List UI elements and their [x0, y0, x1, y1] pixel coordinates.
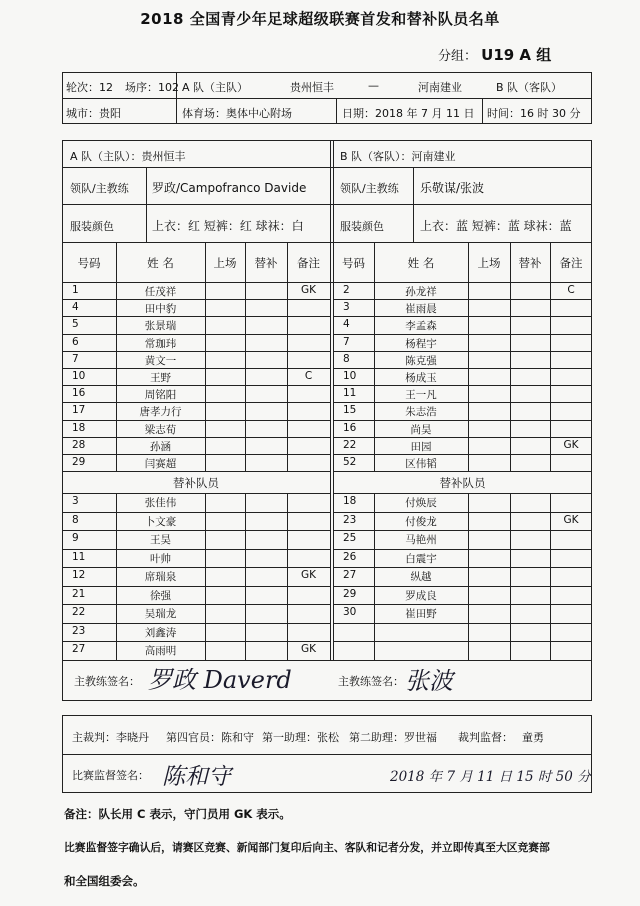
team_b-starters-row — [333, 282, 592, 299]
team-a-kit: 上衣：红 短裤：红 球袜：白 — [152, 219, 304, 233]
team_a-subs-row — [62, 623, 330, 642]
team_b-starters-row — [333, 368, 592, 385]
player-no: 25 — [343, 532, 357, 545]
player-no: 11 — [343, 387, 357, 400]
player-name: 徐强 — [150, 589, 171, 602]
player-no: 28 — [72, 438, 86, 451]
player-no: 15 — [343, 404, 357, 417]
player-name: 罗成良 — [405, 589, 437, 602]
supervisor-sign-time: 2018 年 7 月 11 日 15 时 50 分 — [390, 769, 591, 785]
player-no: 4 — [343, 318, 350, 331]
player-name: 孙涵 — [150, 440, 171, 453]
player-name: 田园 — [410, 440, 432, 453]
team_a-starters-row — [62, 402, 330, 419]
player-no: 6 — [72, 335, 79, 348]
player-no: 18 — [72, 421, 86, 434]
player-name: 田中豹 — [144, 303, 177, 316]
player-name: 刘鑫涛 — [144, 626, 177, 639]
team_b-starters-row — [333, 351, 592, 368]
referee: 主裁判：李晓丹 — [72, 731, 149, 744]
team_a-starters-row — [62, 420, 330, 437]
player-no: 10 — [343, 370, 357, 382]
player-remark: C — [567, 284, 575, 296]
team_a-starters-row — [62, 282, 330, 299]
team-a-tag: A 队（主队） — [182, 81, 249, 94]
player-no: 3 — [343, 301, 350, 314]
team_b-subs-row — [333, 530, 592, 549]
fourth-official: 第四官员：陈和守 — [166, 731, 254, 744]
player-no: 16 — [72, 387, 86, 400]
player-no: 1 — [72, 284, 79, 296]
team_a-header-sub: 替补 — [254, 256, 278, 270]
player-name: 常珈玮 — [144, 337, 177, 350]
city: 城市：贵阳 — [66, 107, 121, 120]
player-no: 22 — [343, 438, 357, 451]
player-no: 3 — [72, 495, 79, 508]
player-no: 11 — [72, 550, 86, 563]
player-name: 陈克强 — [405, 354, 437, 367]
player-no: 17 — [72, 404, 86, 417]
player-name: 席瑞泉 — [144, 571, 177, 584]
team_b-starters-row — [333, 402, 592, 419]
team-b-coach-signature: 张波 — [405, 667, 453, 695]
team-b-coach: 乐敬谋/张波 — [420, 181, 485, 195]
team_a-subs-row — [62, 549, 330, 568]
team_b-subs-row — [333, 623, 592, 642]
player-name: 王昊 — [150, 534, 171, 547]
player-no: 23 — [72, 624, 86, 637]
stadium: 体育场：奥体中心附场 — [182, 107, 292, 120]
player-name: 杨程宇 — [405, 337, 437, 350]
team-b-kit-label: 服装颜色 — [340, 220, 384, 233]
player-no: 27 — [343, 569, 357, 582]
team_b-subs-title: 替补队员 — [439, 476, 486, 491]
player-name: 朱志浩 — [405, 406, 437, 419]
player-name: 吴瑞龙 — [144, 608, 177, 621]
note-distribution: 比赛监督签字确认后，请赛区竞赛、新闻部门复印后向主、客队和记者分发，并立即传真至大区竞赛部 — [64, 841, 550, 854]
team_a-starters-row — [62, 316, 330, 333]
team-b-kit: 上衣：蓝 短裤：蓝 球袜：蓝 — [420, 219, 572, 233]
player-name: 付俊龙 — [405, 515, 437, 528]
team_b-starters-row — [333, 316, 592, 333]
team_a-subs-row — [62, 530, 330, 549]
player-remark: GK — [300, 643, 317, 656]
player-remark: GK — [563, 438, 579, 451]
player-no: 4 — [72, 301, 79, 314]
team_a-header-no: 号码 — [77, 256, 101, 270]
team_a-starters-row — [62, 368, 330, 385]
team_b-starters-row — [333, 385, 592, 402]
team-a-title: A 队（主队）：贵州恒丰 — [70, 150, 186, 163]
team-a-coach: 罗政/Campofranco Davide — [152, 181, 307, 195]
team_a-starters-row — [62, 454, 330, 471]
player-name: 唐孝力行 — [139, 406, 182, 419]
team-b-tag: B 队（客队） — [496, 81, 563, 94]
player-name: 崔田野 — [405, 608, 437, 621]
player-name: 张景瑞 — [144, 320, 177, 333]
team_b-starters-row — [333, 299, 592, 316]
player-name: 白震宇 — [405, 552, 437, 565]
player-name: 叶帅 — [150, 552, 171, 565]
player-no: 8 — [72, 513, 79, 526]
player-no: 8 — [343, 352, 350, 365]
team_b-header-no: 号码 — [342, 256, 365, 270]
team_a-subs-title: 替补队员 — [173, 476, 219, 491]
team_a-header-on: 上场 — [213, 256, 237, 270]
player-name: 任茂祥 — [144, 286, 177, 298]
team_a-starters-row — [62, 299, 330, 316]
team_a-subs-row — [62, 641, 330, 660]
player-remark: C — [304, 370, 313, 382]
player-no: 52 — [343, 456, 357, 468]
team_b-starters-row — [333, 334, 592, 351]
player-name: 王野 — [150, 372, 171, 384]
player-name: 梁志荀 — [144, 423, 177, 436]
player-no: 7 — [343, 335, 350, 348]
team_a-subs-row — [62, 604, 330, 623]
match-time: 时间：16 时 30 分 — [487, 107, 581, 120]
player-name: 闫赛超 — [144, 458, 177, 470]
team_b-header-name: 姓 名 — [407, 256, 435, 270]
player-remark: GK — [300, 569, 317, 582]
player-name: 卜文豪 — [144, 515, 177, 528]
match-no: 场序：102 — [125, 81, 179, 94]
team_b-subs-row — [333, 586, 592, 605]
player-no: 9 — [72, 532, 79, 545]
player-name: 区伟韬 — [405, 458, 437, 470]
round-no: 轮次：12 — [66, 81, 113, 94]
team-b-title: B 队（客队）：河南建业 — [340, 150, 456, 163]
team_a-starters-row — [62, 334, 330, 351]
player-no: 18 — [343, 495, 357, 508]
assistant-2: 第二助理：罗世福 — [349, 731, 437, 744]
team_b-subs-row — [333, 641, 592, 660]
player-no: 22 — [72, 606, 86, 619]
player-no: 21 — [72, 587, 86, 600]
player-name: 尚昊 — [410, 423, 432, 436]
player-name: 高雨明 — [144, 645, 177, 658]
team_b-header-on: 上场 — [477, 256, 501, 270]
team_b-subs-row — [333, 604, 592, 623]
team_b-header-sub: 替补 — [518, 256, 542, 270]
player-no: 5 — [72, 318, 79, 331]
player-no: 16 — [343, 421, 357, 434]
player-no: 29 — [72, 456, 86, 468]
assistant-1: 第一助理：张松 — [262, 731, 339, 744]
team_a-starters-row — [62, 385, 330, 402]
player-name: 马艳州 — [405, 534, 437, 547]
team-a-name: 贵州恒丰 — [290, 81, 334, 94]
player-no: 12 — [72, 569, 86, 582]
supervisor-signature: 陈和守 — [162, 764, 231, 790]
player-name: 张佳伟 — [144, 497, 177, 510]
document-title: 2018 全国青少年足球超级联赛首发和替补队员名单 — [140, 10, 500, 28]
player-name: 纵越 — [410, 571, 432, 584]
team_b-subs-row — [333, 493, 592, 512]
vs-dash: — — [368, 79, 379, 92]
group-label: 分组： — [438, 49, 478, 64]
team_b-subs-row — [333, 567, 592, 586]
team_b-starters-row — [333, 420, 592, 437]
team-a-coach-signature: 罗政 Daverd — [148, 666, 292, 694]
team_a-subs-row — [62, 586, 330, 605]
team_b-starters-row — [333, 454, 592, 471]
team-a-kit-label: 服装颜色 — [70, 220, 114, 233]
player-no: 27 — [72, 643, 86, 656]
team_a-subs-row — [62, 567, 330, 586]
group-value: U19 A 组 — [481, 46, 552, 64]
team-b-name: 河南建业 — [418, 81, 462, 94]
team_a-header-name: 姓 名 — [147, 256, 174, 270]
team-b-sign-label: 主教练签名： — [338, 675, 404, 688]
player-no: 23 — [343, 513, 357, 526]
assessor-name: 童勇 — [522, 731, 544, 744]
player-no: 26 — [343, 550, 357, 563]
player-no: 29 — [343, 587, 357, 600]
team_a-starters-row — [62, 351, 330, 368]
team-b-coach-label: 领队/主教练 — [340, 182, 399, 195]
team_b-starters-row — [333, 437, 592, 454]
team_b-subs-row — [333, 549, 592, 568]
match-date: 日期：2018 年 7 月 11 日 — [342, 107, 475, 120]
team_a-starters-row — [62, 437, 330, 454]
supervisor-sign-label: 比赛监督签名： — [72, 769, 149, 782]
player-no: 30 — [343, 606, 357, 619]
player-name: 王一凡 — [405, 389, 437, 402]
note-legend: 备注：队长用 C 表示，守门员用 GK 表示。 — [64, 807, 291, 821]
team_a-subs-row — [62, 512, 330, 531]
player-remark: GK — [563, 513, 579, 526]
player-name: 杨成玉 — [405, 372, 437, 384]
team-a-sign-label: 主教练签名： — [74, 675, 140, 688]
group-field — [438, 44, 551, 65]
player-remark: GK — [300, 284, 317, 296]
team-a-coach-label: 领队/主教练 — [70, 182, 129, 195]
assessor-label: 裁判监督： — [458, 731, 513, 744]
player-name: 周铭阳 — [144, 389, 177, 402]
player-no: 2 — [343, 284, 350, 296]
team_a-header-remark: 备注 — [297, 256, 320, 270]
player-name: 付焕辰 — [405, 497, 437, 510]
player-no: 7 — [72, 352, 79, 365]
team_a-subs-row — [62, 493, 330, 512]
player-name: 孙龙祥 — [405, 286, 437, 298]
player-no: 10 — [72, 370, 86, 382]
player-name: 崔雨晨 — [405, 303, 437, 316]
team_b-header-remark: 备注 — [559, 256, 583, 270]
player-name: 黄文一 — [144, 354, 177, 367]
team_b-subs-row — [333, 512, 592, 531]
note-distribution-end: 和全国组委会。 — [64, 874, 145, 888]
player-name: 李孟森 — [405, 320, 437, 333]
